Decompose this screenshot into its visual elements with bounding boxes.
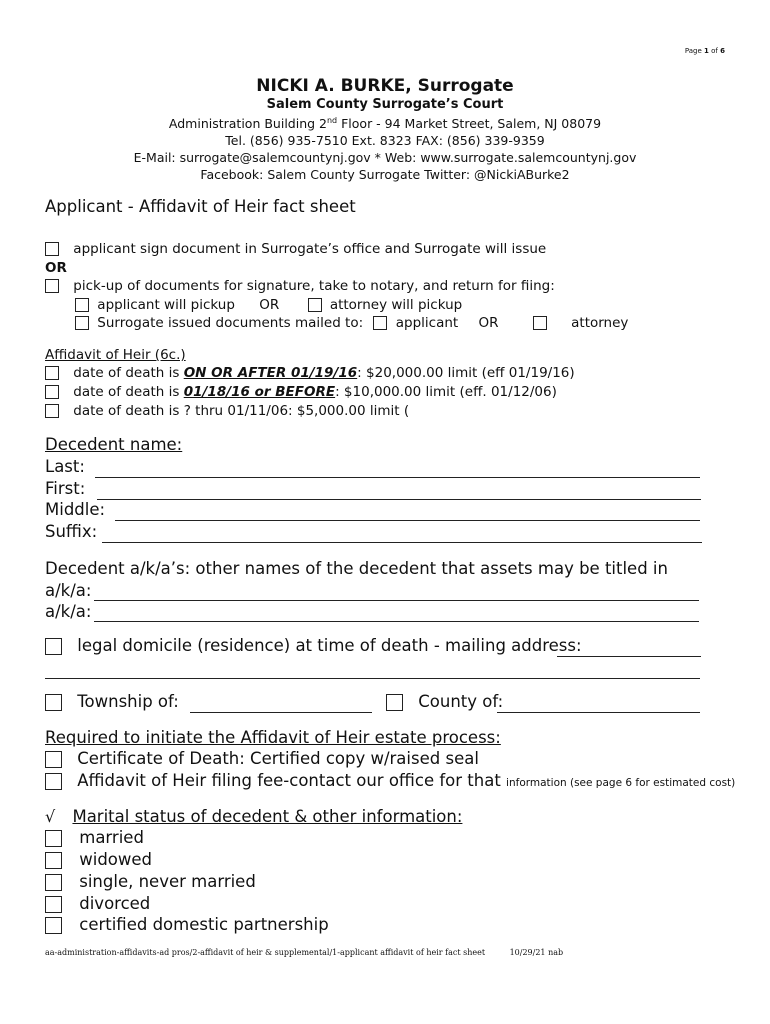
page-total: 6 — [720, 47, 725, 55]
township-row: Township of: — [45, 692, 179, 711]
footer-path: aa-administration-affidavits-ad pros/2-affidavit of heir & supplemental/1-applicant affidavit of heir fact sheet — [45, 948, 486, 957]
required-item-fee: Affidavit of Heir filing fee-contact our office for that information (see page 6 for estimated cost) — [45, 771, 735, 790]
checkbox-attorney-pickup[interactable] — [308, 298, 322, 312]
email-web-line: E-Mail: surrogate@salemcountynj.gov * Web: www.surrogate.salemcountynj.gov — [133, 150, 637, 165]
marital-item: widowed — [45, 850, 152, 869]
sheet-heading: Applicant - Affidavit of Heir fact sheet — [45, 197, 356, 216]
marital-item: single, never married — [45, 872, 256, 891]
footer-date: 10/29/21 nab — [509, 948, 564, 957]
checkbox-sign-in-office[interactable] — [45, 242, 59, 256]
option-sign-in-office: applicant sign document in Surrogate’s office and Surrogate will issue — [45, 241, 546, 257]
middle-name-field[interactable] — [115, 520, 700, 521]
checkbox-single[interactable] — [45, 874, 62, 891]
last-name-field[interactable] — [95, 477, 700, 478]
township-field[interactable] — [190, 712, 372, 713]
county-row: County of: — [386, 692, 503, 711]
last-label: Last: — [45, 457, 85, 476]
page-of: of — [711, 47, 718, 55]
county-field[interactable] — [497, 712, 700, 713]
checkbox-filing-fee[interactable] — [45, 773, 62, 790]
first-label: First: — [45, 479, 86, 498]
suffix-label: Suffix: — [45, 522, 98, 541]
marital-heading: Marital status of decedent & other information: — [72, 807, 463, 826]
marital-item: married — [45, 828, 144, 847]
required-item-death-cert: Certificate of Death: Certified copy w/raised seal — [45, 749, 479, 768]
checkbox-dod-old[interactable] — [45, 404, 59, 418]
checkbox-dod-after[interactable] — [45, 366, 59, 380]
pickup-choice-row: applicant will pickup OR attorney will pickup — [75, 297, 462, 313]
checkbox-applicant-pickup[interactable] — [75, 298, 89, 312]
document-title: NICKI A. BURKE, Surrogate — [256, 76, 514, 96]
footer — [45, 948, 563, 957]
domicile-row: legal domicile (residence) at time of death - mailing address: — [45, 636, 582, 655]
domicile-address-field-2[interactable] — [45, 678, 700, 679]
option-pickup: pick-up of documents for signature, take to notary, and return for fiing: — [45, 278, 555, 294]
page-current: 1 — [704, 47, 709, 55]
required-heading: Required to initiate the Affidavit of Heir estate process: — [45, 728, 501, 747]
court-name: Salem County Surrogate’s Court — [266, 97, 504, 112]
middle-label: Middle: — [45, 500, 106, 519]
aka-field-1[interactable] — [94, 600, 699, 601]
page-label: Page — [684, 47, 702, 55]
domicile-address-field[interactable] — [557, 656, 701, 657]
checkbox-county[interactable] — [386, 694, 403, 711]
aka-label-1: a/k/a: — [45, 581, 92, 600]
checkbox-divorced[interactable] — [45, 896, 62, 913]
check-mark-icon: √ — [45, 807, 56, 826]
address-line: Administration Building 2nd Floor - 94 Market Street, Salem, NJ 08079 — [168, 116, 602, 132]
aka-label-2: a/k/a: — [45, 602, 92, 621]
marital-heading-row — [45, 807, 462, 826]
checkbox-mail-attorney[interactable] — [533, 316, 547, 330]
first-name-field[interactable] — [97, 499, 701, 500]
checkbox-mailed[interactable] — [75, 316, 89, 330]
decedent-heading: Decedent name: — [45, 435, 183, 454]
aka-heading: Decedent a/k/a’s: other names of the decedent that assets may be titled in — [45, 559, 668, 578]
aka-field-2[interactable] — [94, 621, 699, 622]
checkbox-dod-before[interactable] — [45, 385, 59, 399]
suffix-field[interactable] — [102, 542, 702, 543]
checkbox-domicile[interactable] — [45, 638, 62, 655]
checkbox-domestic-partnership[interactable] — [45, 917, 62, 934]
phone-line: Tel. (856) 935-7510 Ext. 8323 FAX: (856) 339-9359 — [225, 133, 545, 148]
checkbox-township[interactable] — [45, 694, 62, 711]
marital-item: divorced — [45, 894, 150, 913]
checkbox-widowed[interactable] — [45, 852, 62, 869]
marital-item: certified domestic partnership — [45, 915, 329, 934]
affidavit-heading: Affidavit of Heir (6c.) — [45, 347, 186, 363]
social-line: Facebook: Salem County Surrogate Twitter: @NickiABurke2 — [200, 167, 570, 182]
mailed-row: Surrogate issued documents mailed to: applicant OR attorney — [75, 315, 628, 331]
affidavit-row-before: date of death is 01/18/16 or BEFORE: $10,000.00 limit (eff. 01/12/06) — [45, 384, 557, 400]
affidavit-row-old: date of death is ? thru 01/11/06: $5,000.00 limit ( — [45, 403, 409, 419]
page-number — [685, 47, 725, 55]
checkbox-married[interactable] — [45, 830, 62, 847]
checkbox-death-cert[interactable] — [45, 751, 62, 768]
or-label: OR — [45, 260, 67, 276]
checkbox-pickup[interactable] — [45, 279, 59, 293]
checkbox-mail-applicant[interactable] — [373, 316, 387, 330]
affidavit-row-after: date of death is ON OR AFTER 01/19/16: $20,000.00 limit (eff 01/19/16) — [45, 365, 575, 381]
